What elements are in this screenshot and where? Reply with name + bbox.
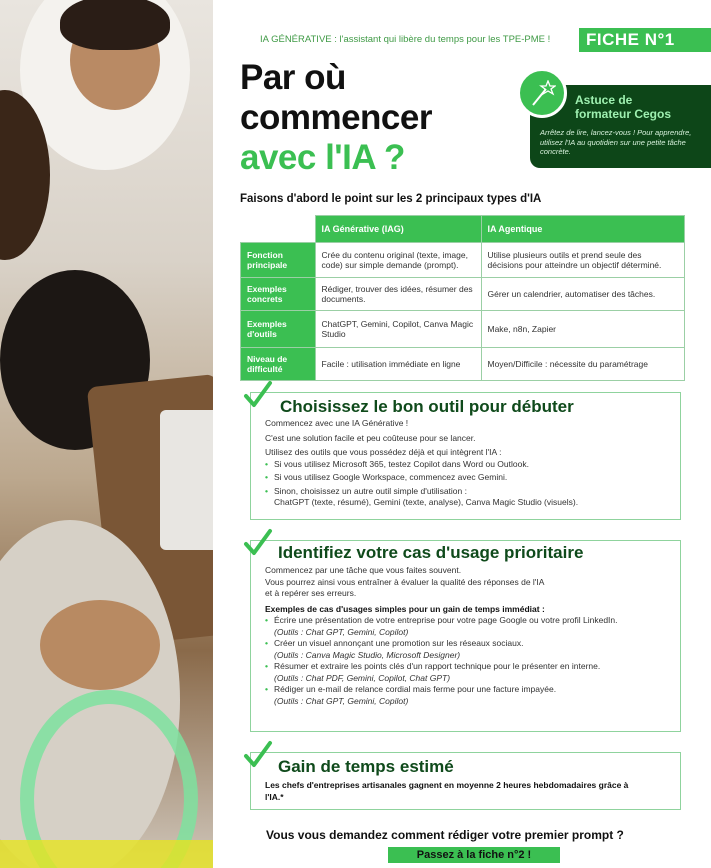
col-header-agentique: IA Agentique: [481, 216, 684, 243]
section-3-text: Les chefs d'entreprises artisanales gagnent en moyenne 2 heures hebdomadaires grâce à l'IA.*: [265, 780, 629, 802]
checkmark-icon: [243, 380, 273, 410]
col-header-iag: IA Générative (IAG): [315, 216, 481, 243]
title-line-2: commencer: [240, 98, 432, 137]
section-2-body: Commencez par une tâche que vous faites souvent. Vous pourrez ainsi vous entraîner à évaluer la qualité des réponses de l'IA et à repérer ses erreurs. Exemples de cas d'usages simples pour un gain de temps immédiat : • Écrire une présentation de votre entreprise pour votre page Google ou votre profil LinkedIn. (Outils : Chat GPT, Gemini, Copilot) • Créer un visuel annonçant une promotion sur les réseaux sociaux. (Outils : Canva Magic Studio, Microsoft Designer) • Résumer et extraire les points clés d'un rapport technique pour le présenter en interne. (Outils : Chat PDF, Gemini, Copilot, Chat GPT) • Rédiger un e-mail de relance cordial mais ferme pour une facture impayée. (Outils : Chat GPT, Gemini, Copilot): [265, 565, 675, 707]
list-item: • Résumer et extraire les points clés d'un rapport technique pour le présenter en interne. (Outils : Chat PDF, Gemini, Copilot, Chat GPT): [265, 661, 675, 684]
hero-photo: [0, 0, 213, 868]
title-line-3: avec l'IA ?: [240, 138, 405, 177]
ia-types-table: [240, 215, 685, 381]
list-item: • Rédiger un e-mail de relance cordial mais ferme pour une facture impayée. (Outils : Chat GPT, Gemini, Copilot): [265, 684, 675, 707]
tagline: IA GÉNÉRATIVE : l'assistant qui libère du temps pour les TPE-PME !: [260, 34, 551, 45]
section-1-title: Choisissez le bon outil pour débuter: [280, 397, 574, 416]
magic-wand-icon: [517, 68, 567, 118]
title-line-1: Par où: [240, 58, 346, 97]
section-2-title: Identifiez votre cas d'usage prioritaire: [278, 543, 584, 562]
next-fiche-link[interactable]: Passez à la fiche n°2 !: [388, 847, 560, 863]
section-1-body: Commencez avec une IA Générative ! C'est une solution facile et peu coûteuse pour se lancer. Utilisez des outils que vous possédez déjà et qui intègrent l'IA : • Si vous utilisez Microsoft 365, testez Copilot dans Word ou Outlook. • Si vous utilisez Google Workspace, commencez avec Gemini. • Sinon, choisissez un autre outil simple d'utilisation : ChatGPT (texte, résumé), Gemini (texte, analyse), Canva Magic Studio (visuels).: [265, 418, 675, 509]
list-item: • Écrire une présentation de votre entreprise pour votre page Google ou votre profil LinkedIn. (Outils : Chat GPT, Gemini, Copilot): [265, 615, 675, 638]
footer-question: Vous vous demandez comment rédiger votre premier prompt ?: [266, 828, 624, 842]
table-row: Exemples d'outils ChatGPT, Gemini, Copilot, Canva Magic Studio Make, n8n, Zapier: [241, 311, 685, 348]
list-item: • Créer un visuel annonçant une promotion sur les réseaux sociaux. (Outils : Canva Magic Studio, Microsoft Designer): [265, 638, 675, 661]
checkmark-icon: [243, 740, 273, 770]
tip-title: Astuce de formateur Cegos: [575, 93, 672, 121]
table-row: Fonction principale Crée du contenu original (texte, image, code) sur simple demande (prompt). Utilise plusieurs outils et prend seule des décisions pour atteindre un objectif déterminé.: [241, 243, 685, 278]
list-item: • Si vous utilisez Google Workspace, commencez avec Gemini.: [265, 472, 675, 484]
table-row: Niveau de difficulté Facile : utilisation immédiate en ligne Moyen/Difficile : nécessite du paramétrage: [241, 348, 685, 381]
table-row: Exemples concrets Rédiger, trouver des idées, résumer des documents. Gérer un calendrier, automatiser des tâches.: [241, 278, 685, 311]
tip-text: Arrêtez de lire, lancez-vous ! Pour apprendre, utilisez l'IA au quotidien sur une petite tâche concrète.: [540, 128, 692, 156]
checkmark-icon: [243, 528, 273, 558]
section-intro: Faisons d'abord le point sur les 2 principaux types d'IA: [240, 193, 542, 205]
list-item: • Sinon, choisissez un autre outil simple d'utilisation : ChatGPT (texte, résumé), Gemini (texte, analyse), Canva Magic Studio (visuels).: [265, 486, 675, 509]
fiche-badge: FICHE N°1: [579, 28, 711, 52]
list-item: • Si vous utilisez Microsoft 365, testez Copilot dans Word ou Outlook.: [265, 459, 675, 471]
section-3-title: Gain de temps estimé: [278, 757, 454, 776]
page-title: [240, 58, 432, 178]
